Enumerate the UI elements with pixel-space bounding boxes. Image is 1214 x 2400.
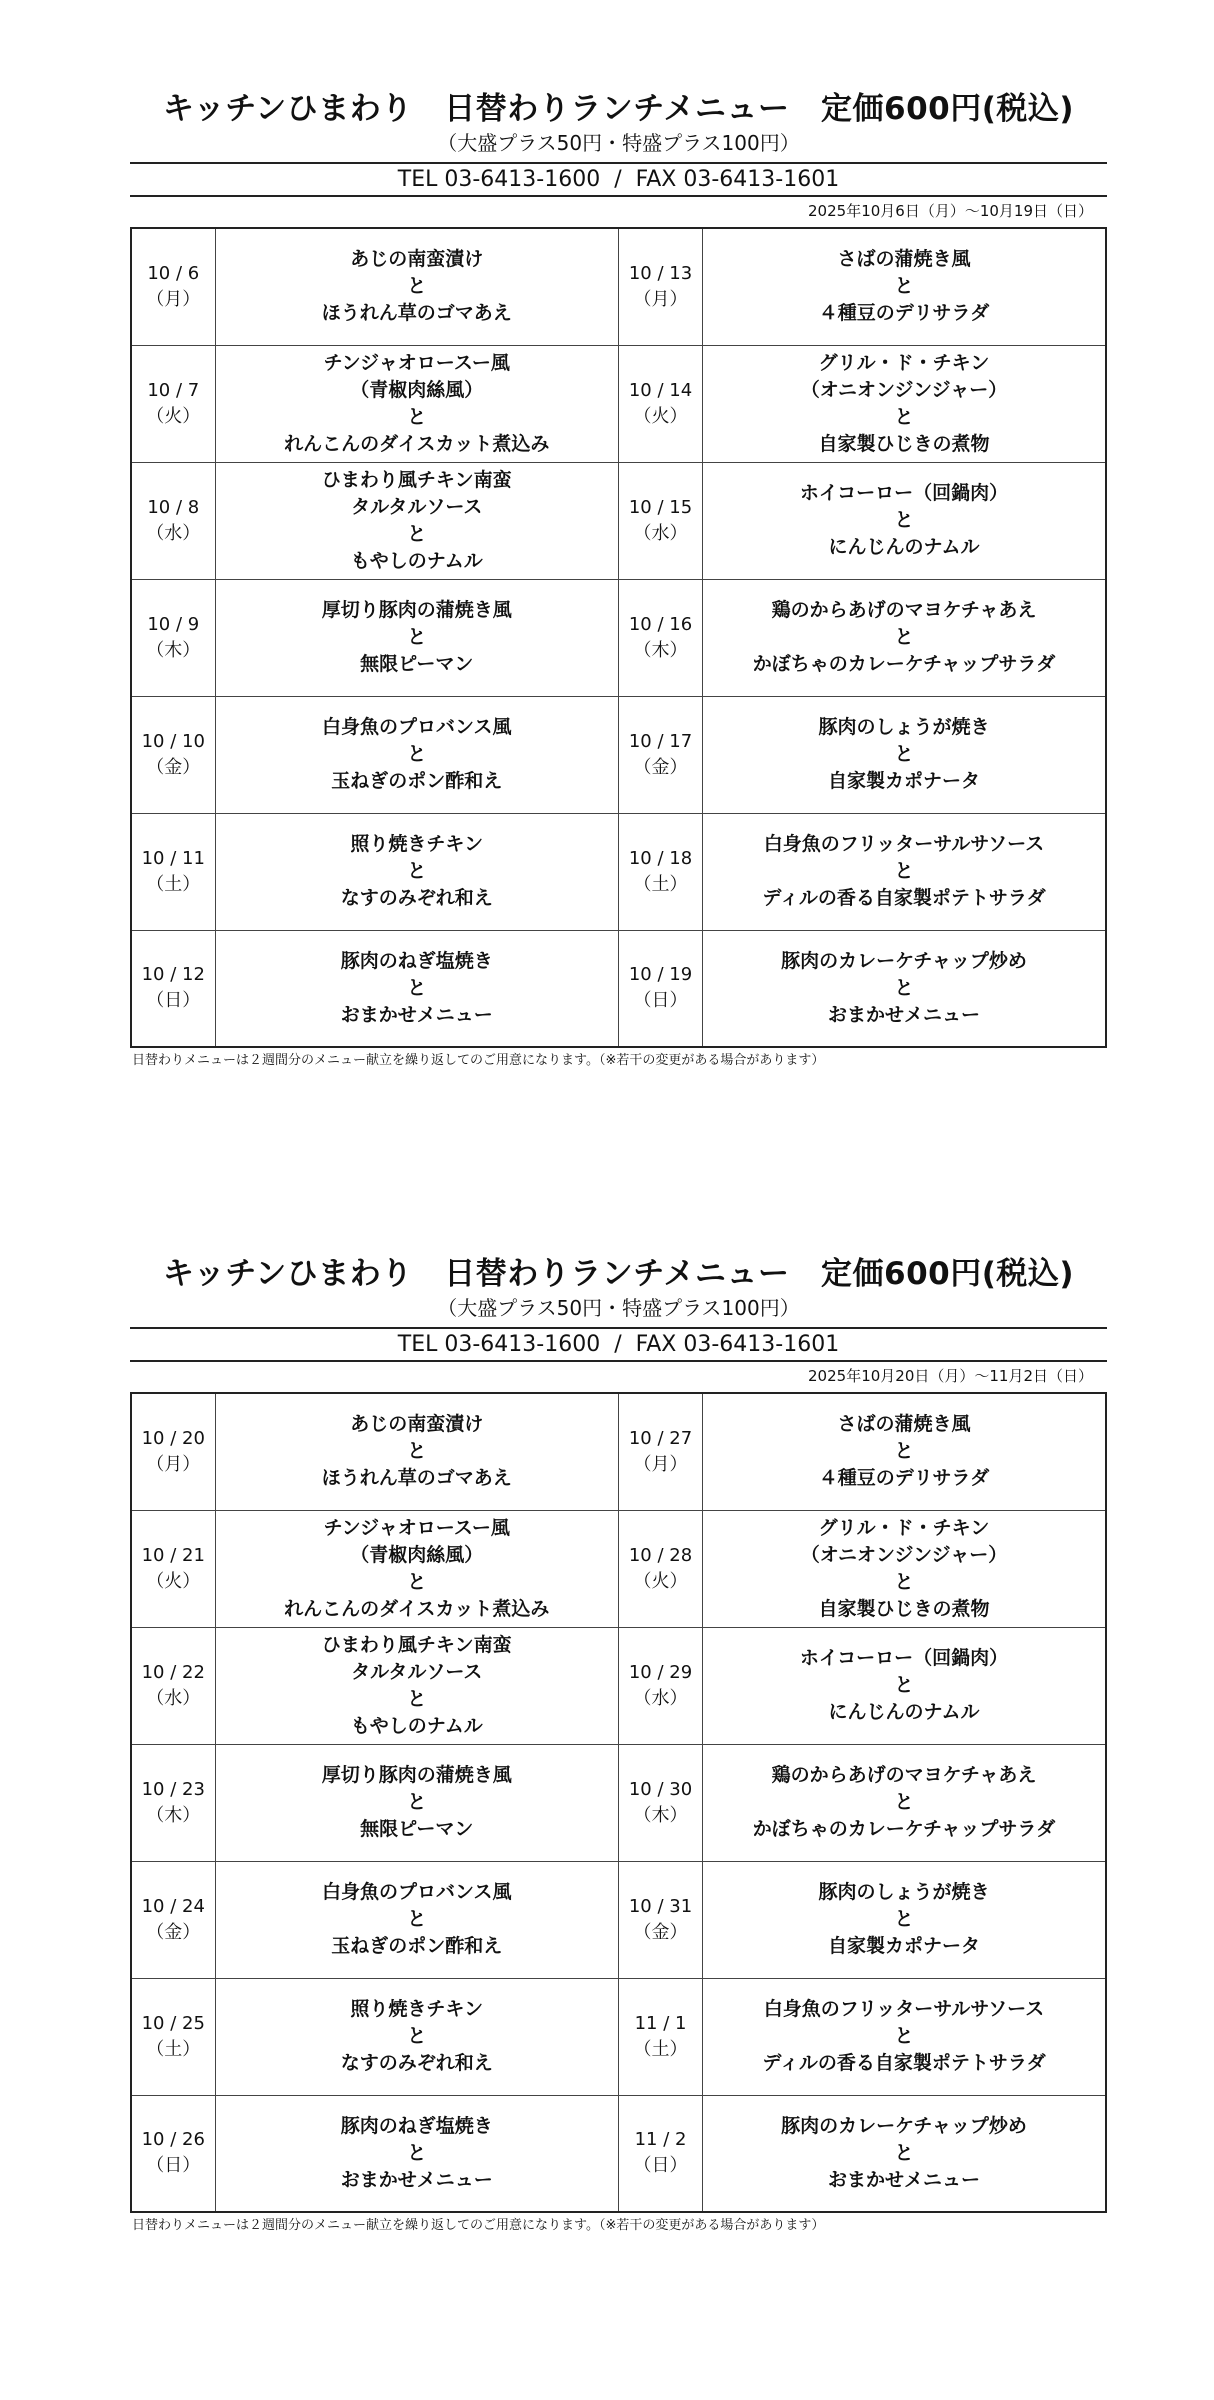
dish-line: ほうれん草のゴマあえ [321, 1467, 512, 1490]
date-cell [131, 1627, 215, 1744]
dish-line: 鶏のからあげのマヨケチャあえ [771, 599, 1037, 621]
dish-line: おまかせメニュー [340, 1003, 493, 1026]
date-label: 10 / 18 [628, 847, 693, 869]
date-cell [619, 696, 703, 813]
dish-line: と [407, 1570, 427, 1593]
dish-cell [215, 696, 619, 813]
dish-line: と [407, 626, 427, 648]
dish-line: もやしのナムル [350, 1714, 483, 1737]
dish-line: と [407, 405, 427, 428]
dish-line: 鶏のからあげのマヨケチャあえ [771, 1764, 1037, 1786]
weekday-label: （木） [146, 1804, 201, 1826]
weekday-label: （月） [146, 1453, 201, 1475]
dish-line: と [894, 405, 914, 428]
weekday-label: （水） [146, 522, 201, 544]
dish-line: なすのみぞれ和え [340, 2052, 493, 2074]
date-cell [131, 2095, 215, 2212]
dish-line: れんこんのダイスカット煮込み [284, 1597, 550, 1620]
dish-cell [703, 930, 1107, 1047]
dish-line: 照り焼きチキン [350, 833, 484, 855]
contact-separator: / [614, 1332, 622, 1357]
date-label: 10 / 23 [141, 1778, 205, 1800]
dish-cell [215, 579, 619, 696]
dish-line: 豚肉のしょうが焼き [818, 716, 990, 738]
date-cell [619, 1393, 703, 1510]
dish-line: 白身魚のプロバンス風 [322, 716, 512, 738]
dish-line: と [894, 1908, 914, 1930]
dish-cell [703, 696, 1107, 813]
dish-line: あじの南蛮漬け [350, 1413, 484, 1436]
dish-cell [215, 345, 619, 462]
dish-line: 白身魚のフリッターサルサソース [763, 833, 1045, 855]
dish-cell [703, 228, 1107, 345]
weekday-label: （月） [146, 288, 201, 310]
date-cell [619, 228, 703, 345]
dish-cell [215, 813, 619, 930]
dish-line: と [894, 1570, 914, 1593]
dish-line: と [407, 743, 427, 765]
weekday-label: （金） [146, 756, 201, 778]
dish-line: ホイコーロー（回鍋肉） [799, 482, 1009, 504]
dish-line: と [407, 860, 427, 882]
date-cell [619, 1978, 703, 2095]
dish-line: と [407, 2141, 427, 2164]
dish-line: と [407, 2025, 427, 2047]
dish-line: チンジャオロースー風 [323, 351, 510, 374]
dish-cell [215, 1627, 619, 1744]
dish-line: と [407, 1687, 427, 1710]
dish-line: 豚肉のカレーケチャップ炒め [781, 949, 1027, 972]
date-cell [619, 462, 703, 579]
dish-line: 照り焼きチキン [350, 1998, 484, 2020]
dish-line: おまかせメニュー [827, 1003, 980, 1026]
weekday-label: （日） [146, 2155, 201, 2177]
dish-line: ４種豆のデリサラダ [818, 1467, 990, 1490]
dish-cell [215, 1861, 619, 1978]
dish-cell [703, 345, 1107, 462]
dish-cell [215, 1510, 619, 1627]
dish-line: と [894, 2025, 914, 2047]
date-cell [619, 813, 703, 930]
weekday-label: （水） [633, 1687, 688, 1709]
date-label: 10 / 6 [147, 262, 200, 284]
date-label: 11 / 2 [634, 2129, 687, 2151]
date-cell [131, 462, 215, 579]
tel-number: TEL 03-6413-1600 [397, 1332, 601, 1357]
weekday-label: （月） [633, 288, 688, 310]
weekday-label: （日） [633, 2155, 688, 2177]
menu-table [130, 1392, 1107, 2213]
menu-title: キッチンひまわり 日替わりランチメニュー 定価600円(税込) [162, 1256, 1075, 1292]
dish-cell [703, 1978, 1107, 2095]
dish-line: タルタルソース [351, 1660, 483, 1683]
dish-line: 白身魚のプロバンス風 [322, 1881, 512, 1903]
dish-line: （青椒肉絲風） [350, 378, 484, 401]
menu-table [130, 227, 1107, 1048]
dish-cell [703, 579, 1107, 696]
dish-line: グリル・ド・チキン [818, 351, 990, 374]
date-label: 10 / 17 [628, 730, 693, 752]
dish-cell [703, 1510, 1107, 1627]
date-label: 10 / 24 [141, 1895, 205, 1917]
dish-line: 自家製ひじきの煮物 [818, 1597, 990, 1620]
weekday-label: （水） [146, 1687, 201, 1709]
date-label: 10 / 12 [141, 964, 205, 986]
dish-cell [215, 462, 619, 579]
date-cell [131, 345, 215, 462]
menu-row [131, 345, 1106, 462]
date-cell [619, 1744, 703, 1861]
dish-line: 自家製ひじきの煮物 [818, 432, 990, 455]
dish-line: 無限ピーマン [360, 653, 474, 675]
dish-line: 豚肉のねぎ塩焼き [340, 2114, 493, 2137]
date-label: 10 / 16 [628, 613, 693, 635]
date-cell [131, 930, 215, 1047]
menu-footnote: 日替わりメニューは２週間分のメニュー献立を繰り返してのご用意になります。（※若干の変更がある場合があります） [132, 2218, 825, 2233]
date-cell [619, 345, 703, 462]
date-cell [619, 1510, 703, 1627]
date-cell [619, 930, 703, 1047]
date-label: 10 / 28 [628, 1544, 693, 1566]
weekday-label: （木） [146, 639, 201, 661]
date-label: 10 / 19 [628, 964, 693, 986]
dish-line: 厚切り豚肉の蒲焼き風 [321, 599, 512, 621]
menu-row [131, 1744, 1106, 1861]
date-label: 10 / 30 [628, 1778, 693, 1800]
dish-line: と [894, 1674, 914, 1696]
dish-cell [703, 1393, 1107, 1510]
dish-line: 豚肉のしょうが焼き [818, 1881, 990, 1903]
date-label: 10 / 13 [628, 262, 693, 284]
dish-line: と [407, 1908, 427, 1930]
dish-line: と [894, 743, 914, 765]
fax-number: FAX 03-6413-1601 [635, 1332, 840, 1357]
dish-line: と [894, 1440, 914, 1463]
date-label: 10 / 29 [628, 1661, 693, 1683]
dish-cell [215, 2095, 619, 2212]
weekday-label: （土） [633, 873, 688, 895]
menu-row [131, 2095, 1106, 2212]
date-label: 10 / 14 [628, 379, 693, 401]
menu-row [131, 1393, 1106, 1510]
date-label: 11 / 1 [634, 2012, 687, 2034]
dish-line: と [407, 275, 427, 298]
date-cell [619, 579, 703, 696]
dish-line: おまかせメニュー [827, 2168, 980, 2191]
date-label: 10 / 26 [141, 2129, 205, 2151]
date-label: 10 / 11 [141, 847, 205, 869]
menu-title: キッチンひまわり 日替わりランチメニュー 定価600円(税込) [162, 91, 1075, 127]
dish-line: ４種豆のデリサラダ [818, 302, 990, 325]
dish-line: 自家製カポナータ [827, 770, 980, 792]
dish-line: ディルの香る自家製ポテトサラダ [762, 887, 1046, 909]
dish-line: と [407, 522, 427, 545]
dish-line: と [894, 860, 914, 882]
dish-line: と [894, 275, 914, 298]
dish-line: ひまわり風チキン南蛮 [321, 1633, 512, 1656]
dish-line: 厚切り豚肉の蒲焼き風 [321, 1764, 512, 1786]
menu-period: 2025年10月6日（月）〜10月19日（日） [808, 202, 1093, 220]
date-cell [619, 2095, 703, 2212]
dish-line: と [407, 976, 427, 999]
date-cell [131, 1393, 215, 1510]
weekday-label: （土） [146, 873, 201, 895]
date-cell [131, 1744, 215, 1861]
date-cell [619, 1861, 703, 1978]
dish-line: かぼちゃのカレーケチャップサラダ [752, 653, 1056, 675]
menu-row [131, 1861, 1106, 1978]
weekday-label: （金） [146, 1921, 201, 1943]
dish-cell [215, 228, 619, 345]
dish-line: 玉ねぎのポン酢和え [331, 770, 503, 792]
date-label: 10 / 31 [628, 1895, 693, 1917]
date-label: 10 / 15 [628, 496, 693, 518]
weekday-label: （金） [633, 1921, 688, 1943]
date-label: 10 / 25 [141, 2012, 205, 2034]
date-label: 10 / 20 [141, 1427, 205, 1449]
date-label: 10 / 7 [147, 379, 200, 401]
dish-cell [703, 462, 1107, 579]
dish-cell [215, 930, 619, 1047]
weekday-label: （木） [633, 1804, 688, 1826]
weekday-label: （火） [633, 405, 688, 427]
date-label: 10 / 27 [628, 1427, 693, 1449]
menu-subtitle: （大盛プラス50円・特盛プラス100円） [437, 131, 800, 155]
date-label: 10 / 9 [147, 613, 200, 635]
dish-cell [703, 2095, 1107, 2212]
dish-cell [215, 1978, 619, 2095]
weekday-label: （金） [633, 756, 688, 778]
date-label: 10 / 8 [147, 496, 200, 518]
menu-row [131, 579, 1106, 696]
date-cell [131, 1861, 215, 1978]
dish-line: と [407, 1791, 427, 1813]
menu-row [131, 1510, 1106, 1627]
menu-sheet-2 [130, 1253, 1107, 2241]
dish-line: あじの南蛮漬け [350, 248, 484, 271]
contact-bar [130, 1327, 1107, 1362]
dish-cell [215, 1744, 619, 1861]
weekday-label: （木） [633, 639, 688, 661]
menu-period: 2025年10月20日（月）〜11月2日（日） [808, 1367, 1093, 1385]
dish-cell [703, 1627, 1107, 1744]
menu-subtitle: （大盛プラス50円・特盛プラス100円） [437, 1296, 800, 1320]
dish-line: 無限ピーマン [360, 1818, 474, 1840]
dish-cell [703, 1861, 1107, 1978]
menu-row [131, 813, 1106, 930]
date-label: 10 / 21 [141, 1544, 205, 1566]
dish-line: さばの蒲焼き風 [837, 248, 971, 271]
dish-line: なすのみぞれ和え [340, 887, 493, 909]
dish-line: かぼちゃのカレーケチャップサラダ [752, 1818, 1056, 1840]
date-cell [131, 813, 215, 930]
dish-line: さばの蒲焼き風 [837, 1413, 971, 1436]
weekday-label: （月） [633, 1453, 688, 1475]
weekday-label: （火） [633, 1570, 688, 1592]
date-cell [131, 228, 215, 345]
menu-row [131, 696, 1106, 813]
dish-cell [215, 1393, 619, 1510]
dish-line: ホイコーロー（回鍋肉） [799, 1647, 1009, 1669]
dish-line: タルタルソース [351, 495, 483, 518]
menu-row [131, 1627, 1106, 1744]
weekday-label: （土） [633, 2038, 688, 2060]
dish-line: 白身魚のフリッターサルサソース [763, 1998, 1045, 2020]
dish-line: 豚肉のねぎ塩焼き [340, 949, 493, 972]
date-cell [619, 1627, 703, 1744]
date-cell [131, 696, 215, 813]
dish-line: 玉ねぎのポン酢和え [331, 1935, 503, 1957]
fax-number: FAX 03-6413-1601 [635, 167, 840, 192]
weekday-label: （土） [146, 2038, 201, 2060]
weekday-label: （火） [146, 405, 201, 427]
dish-line: 自家製カポナータ [827, 1935, 980, 1957]
menu-row [131, 1978, 1106, 2095]
date-cell [131, 579, 215, 696]
dish-line: グリル・ド・チキン [818, 1516, 990, 1539]
dish-line: 豚肉のカレーケチャップ炒め [781, 2114, 1027, 2137]
dish-line: にんじんのナムル [828, 1701, 980, 1723]
menu-row [131, 228, 1106, 345]
dish-line: と [894, 1791, 914, 1813]
weekday-label: （日） [633, 990, 688, 1012]
dish-line: おまかせメニュー [340, 2168, 493, 2191]
date-label: 10 / 10 [141, 730, 205, 752]
menu-sheet-1 [130, 88, 1107, 1076]
tel-number: TEL 03-6413-1600 [397, 167, 601, 192]
dish-line: ひまわり風チキン南蛮 [321, 468, 512, 491]
dish-line: と [894, 2141, 914, 2164]
dish-line: （オニオンジンジャー） [800, 1543, 1008, 1566]
dish-line: （オニオンジンジャー） [800, 378, 1008, 401]
menu-row [131, 930, 1106, 1047]
dish-line: （青椒肉絲風） [350, 1543, 484, 1566]
dish-line: と [894, 509, 914, 531]
date-cell [131, 1510, 215, 1627]
dish-line: ほうれん草のゴマあえ [321, 302, 512, 325]
weekday-label: （水） [633, 522, 688, 544]
dish-line: チンジャオロースー風 [323, 1516, 510, 1539]
weekday-label: （火） [146, 1570, 201, 1592]
dish-cell [703, 1744, 1107, 1861]
date-cell [131, 1978, 215, 2095]
menu-footnote: 日替わりメニューは２週間分のメニュー献立を繰り返してのご用意になります。（※若干の変更がある場合があります） [132, 1053, 825, 1068]
weekday-label: （日） [146, 990, 201, 1012]
dish-line: と [894, 976, 914, 999]
contact-bar [130, 162, 1107, 197]
dish-line: れんこんのダイスカット煮込み [284, 432, 550, 455]
dish-line: にんじんのナムル [828, 536, 980, 558]
dish-line: ディルの香る自家製ポテトサラダ [762, 2052, 1046, 2074]
menu-row [131, 462, 1106, 579]
dish-line: もやしのナムル [350, 549, 483, 572]
dish-line: と [894, 626, 914, 648]
dish-cell [703, 813, 1107, 930]
dish-line: と [407, 1440, 427, 1463]
date-label: 10 / 22 [141, 1661, 205, 1683]
contact-separator: / [614, 167, 622, 192]
